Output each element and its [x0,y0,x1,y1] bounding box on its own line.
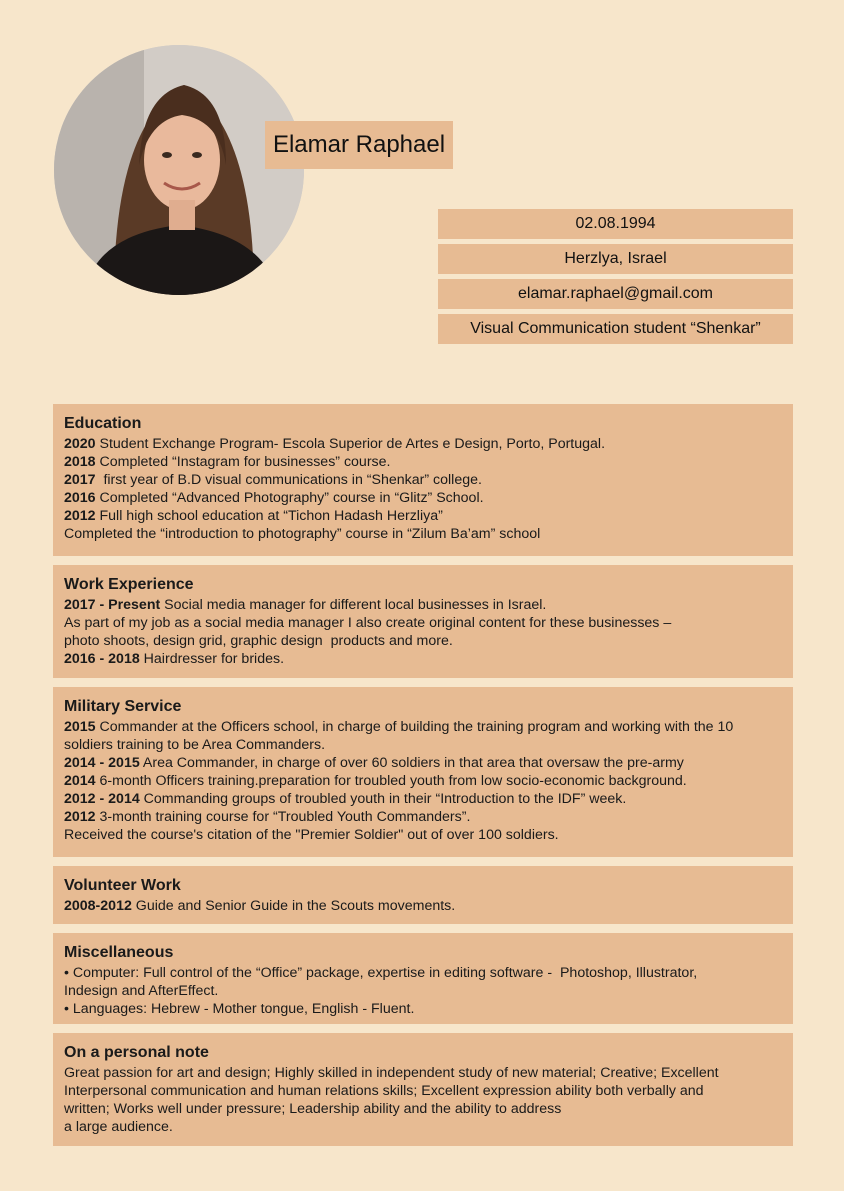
section-line [64,471,782,489]
line-text: Indesign and AfterEffect. [64,983,219,999]
line-year: 2008-2012 [64,898,132,914]
section-line [64,507,782,525]
section-line [64,964,782,982]
section-line [64,790,782,808]
line-text: As part of my job as a social media manager I also create original content for these businesses – [64,615,672,631]
section-line [64,650,782,668]
line-text: Commander at the Officers school, in charge of building the training program and working with the 10 [95,719,734,735]
section-line [64,525,782,543]
location: Herzlya, Israel [438,244,793,274]
section-line [64,489,782,507]
section-title: Education [64,415,142,432]
section-line [64,718,782,736]
line-text: Commanding groups of troubled youth in their “Introduction to the IDF” week. [139,791,627,807]
line-text: Student Exchange Program- Escola Superior de Artes e Design, Porto, Portugal. [95,436,606,452]
education-section [53,404,793,556]
section-line [64,772,782,790]
line-text: photo shoots, design grid, graphic design products and more. [64,633,453,649]
section-line [64,435,782,453]
line-text: Great passion for art and design; Highly skilled in independent study of new material; Creative; Excellent [64,1065,719,1081]
section-title: Miscellaneous [64,944,174,961]
section-line [64,1082,782,1100]
section-line [64,632,782,650]
line-year: 2020 [64,436,96,452]
line-text: • Languages: Hebrew - Mother tongue, English - Fluent. [64,1001,415,1017]
line-year: 2018 [64,454,96,470]
section-line [64,1000,782,1018]
section-title: Military Service [64,698,182,715]
section-line [64,596,782,614]
occupation: Visual Communication student “Shenkar” [438,314,793,344]
section-title: On a personal note [64,1044,209,1061]
email[interactable]: elamar.raphael@gmail.com [438,279,793,309]
section-line [64,1100,782,1118]
line-text: Completed the “introduction to photography” course in “Zilum Ba’am” school [64,526,541,542]
name-box [265,121,453,169]
line-text: Received the course's citation of the "Premier Soldier" out of over 100 soldiers. [64,827,559,843]
full-name: Elamar Raphael [272,131,446,158]
section-line [64,614,782,632]
line-year: 2017 - Present [64,597,161,613]
military-service-section [53,687,793,857]
miscellaneous-section [53,933,793,1024]
line-text: Full high school education at “Tichon Hadash Herzliya” [95,508,443,524]
line-text: Social media manager for different local businesses in Israel. [160,597,547,613]
line-text: • Computer: Full control of the “Office” package, expertise in editing software - Photoshop, Illustrator, [64,965,698,981]
line-text: 3-month training course for “Troubled Youth Commanders”. [95,809,471,825]
section-title: Volunteer Work [64,877,181,894]
section-line [64,1118,782,1136]
line-text: a large audience. [64,1119,173,1135]
line-year: 2012 - 2014 [64,791,140,807]
section-line [64,453,782,471]
line-year: 2017 [64,472,96,488]
line-year: 2016 - 2018 [64,651,140,667]
birth-date: 02.08.1994 [438,209,793,239]
portrait-image [54,45,304,295]
personal-note-section [53,1033,793,1146]
section-lines [64,1064,782,1136]
line-text: Hairdresser for brides. [139,651,285,667]
line-text: soldiers training to be Area Commanders. [64,737,326,753]
section-line [64,826,782,844]
line-text: Guide and Senior Guide in the Scouts movements. [131,898,456,914]
line-text: 6-month Officers training.preparation for troubled youth from low socio-economic background. [95,773,687,789]
line-year: 2014 - 2015 [64,755,140,771]
line-year: 2012 [64,508,96,524]
profile-photo [54,45,304,295]
line-year: 2015 [64,719,96,735]
section-line [64,736,782,754]
section-lines [64,964,782,1018]
section-title: Work Experience [64,576,194,593]
contact-info [438,209,793,349]
section-line [64,754,782,772]
line-text: Area Commander, in charge of over 60 soldiers in that area that oversaw the pre-army [139,755,684,771]
work-experience-section [53,565,793,678]
line-text: Completed “Instagram for businesses” course. [95,454,391,470]
section-lines [64,897,782,915]
section-line [64,808,782,826]
line-text: Interpersonal communication and human relations skills; Excellent expression ability both verbally and [64,1083,704,1099]
line-text: Completed “Advanced Photography” course in “Glitz” School. [95,490,484,506]
section-lines [64,435,782,543]
section-lines [64,718,782,844]
line-year: 2012 [64,809,96,825]
line-text: first year of B.D visual communications in “Shenkar” college. [95,472,482,488]
line-text: written; Works well under pressure; Leadership ability and the ability to address [64,1101,562,1117]
section-lines [64,596,782,668]
volunteer-work-section [53,866,793,924]
section-line [64,1064,782,1082]
line-year: 2016 [64,490,96,506]
section-line [64,897,782,915]
section-line [64,982,782,1000]
line-year: 2014 [64,773,96,789]
